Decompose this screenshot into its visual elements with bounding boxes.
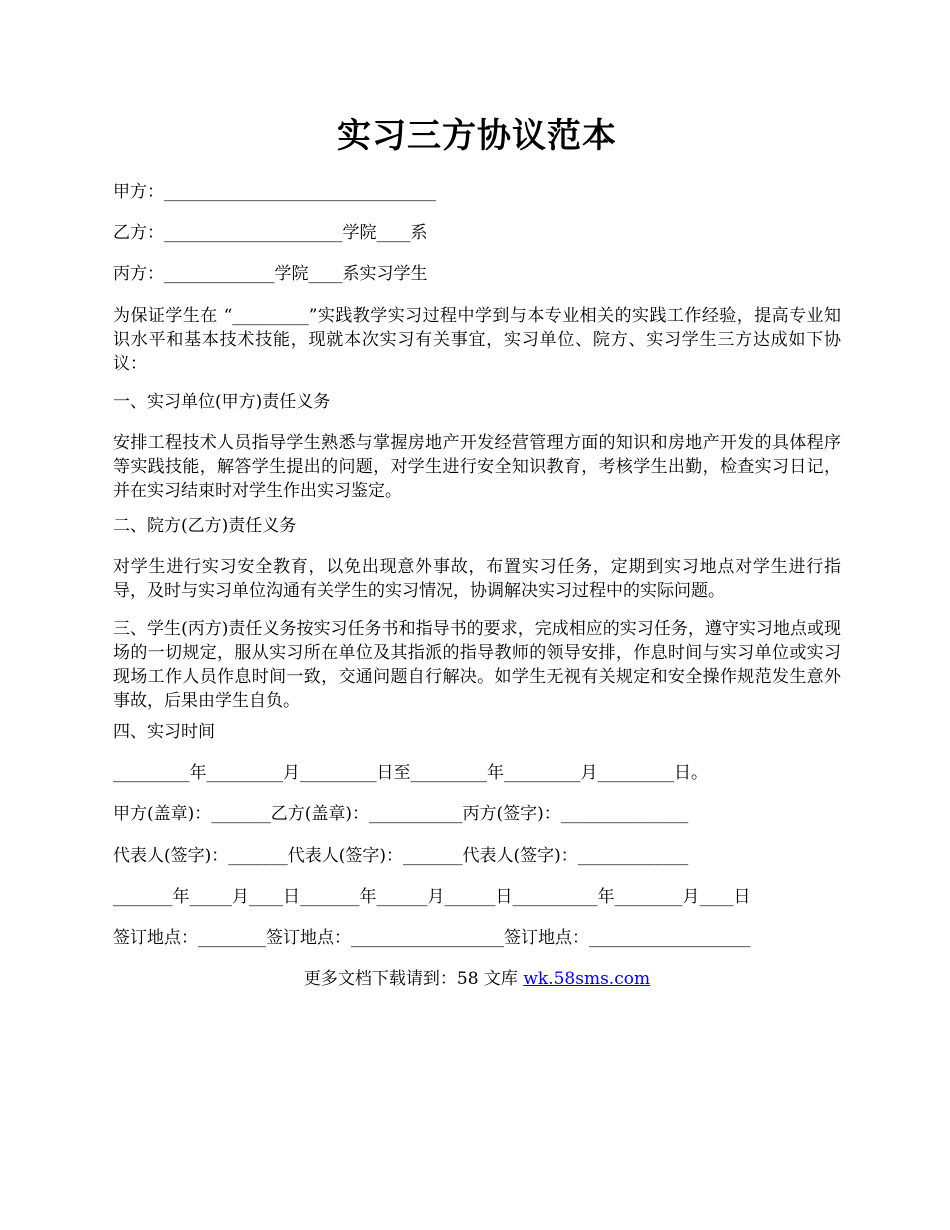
representative-line: 代表人(签字)：_______代表人(签字)：_______代表人(签字)：_____________ bbox=[113, 846, 689, 866]
period-line: _________年_________月_________日至_________年_________月_________日。 bbox=[113, 763, 708, 783]
signing-place-line: 签订地点：________签订地点：__________________签订地点：___________________ bbox=[113, 928, 751, 948]
date-line: _______年_____月____日_______年______月______日__________年________月____日 bbox=[113, 887, 751, 907]
party-a-line: 甲方：________________________________ bbox=[113, 182, 436, 202]
party-b-line: 乙方：_____________________学院____系 bbox=[113, 223, 428, 243]
section-2-heading: 二、院方(乙方)责任义务 bbox=[113, 516, 297, 536]
section-1-heading: 一、实习单位(甲方)责任义务 bbox=[113, 392, 331, 412]
party-c-line: 丙方：_____________学院____系实习学生 bbox=[113, 264, 428, 284]
seal-line: 甲方(盖章)：_______乙方(盖章)：___________丙方(签字)：_______________ bbox=[113, 804, 689, 824]
section-2-body: 对学生进行实习安全教育，以免出现意外事故，布置实习任务，定期到实习地点对学生进行指导，及时与实习单位沟通有关学生的实习情况，协调解决实习过程中的实际问题。 bbox=[113, 557, 841, 601]
section-1-body: 安排工程技术人员指导学生熟悉与掌握房地产开发经营管理方面的知识和房地产开发的具体程序等实践技能，解答学生提出的问题，对学生进行安全知识教育，考核学生出勤，检查实习日记，并在实习结束时对学生作出实习鉴定。 bbox=[113, 433, 841, 501]
footer-text: 更多文档下载请到：58 文库 bbox=[303, 969, 524, 989]
section-4-heading: 四、实习时间 bbox=[113, 722, 215, 742]
footer-link[interactable]: wk.58sms.com bbox=[523, 969, 651, 989]
intro-paragraph: 为保证学生在 “_________”实践教学实习过程中学到与本专业相关的实践工作经验，提高专业知识水平和基本技术技能，现就本次实习有关事宜，实习单位、院方、实习学生三方达成如下协议： bbox=[113, 306, 841, 374]
document-title: 实习三方协议范本 bbox=[337, 116, 617, 156]
footer bbox=[113, 967, 841, 991]
section-3-body: 三、学生(丙方)责任义务按实习任务书和指导书的要求，完成相应的实习任务，遵守实习地点或现场的一切规定，服从实习所在单位及其指派的指导教师的领导安排，作息时间与实习单位或实习现场工作人员作息时间一致，交通问题自行解决。如学生无视有关规定和安全操作规范发生意外事故，后果由学生自负。 bbox=[113, 619, 841, 711]
